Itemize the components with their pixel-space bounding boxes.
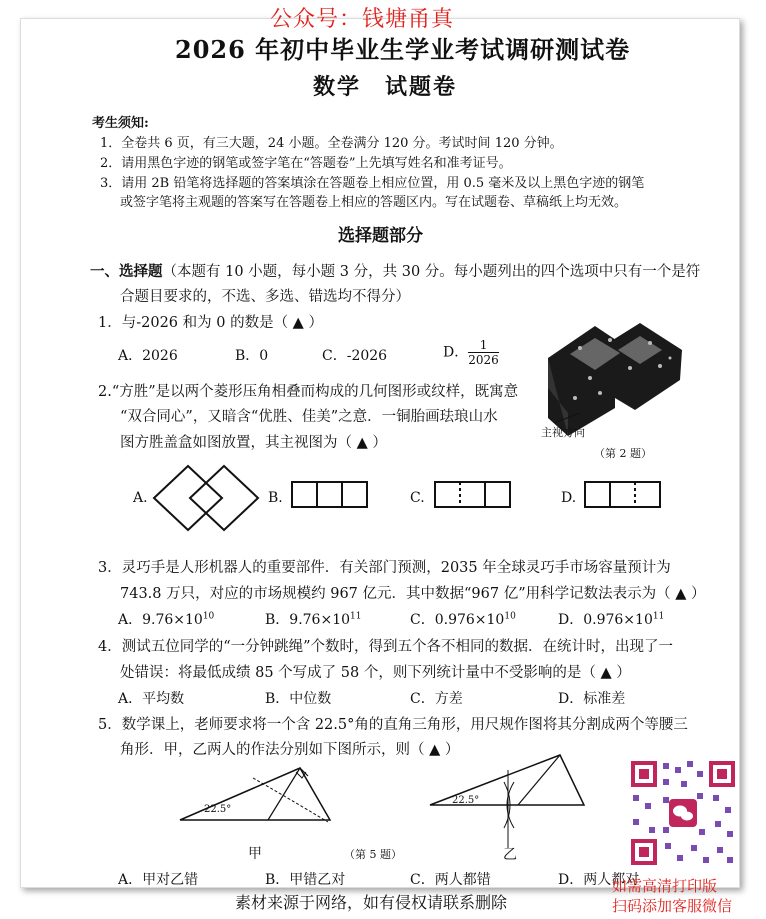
q3-option-b-base: B．9.76×10 <box>265 612 351 628</box>
section-title: 选择题部分 <box>338 226 423 246</box>
exam-title: 2026 年初中毕业生学业考试调研测试卷 <box>175 35 631 64</box>
watermark-print-hint: 如需高清打印版 <box>612 877 718 895</box>
q2-line3: 图方胜盖盒如图放置，其主视图为（ ▲ ） <box>120 435 387 451</box>
q3-line1: 3．灵巧手是人形机器人的重要部件．有关部门预测，2035 年全球灵巧手市场容量预计为 <box>98 560 671 576</box>
part1-line2: 合题目要求的，不选、多选、错选均不得分） <box>120 289 410 305</box>
q1-option-c: C．-2026 <box>322 348 388 364</box>
q2-caption: （第 2 题） <box>594 447 652 460</box>
q3-option-d-base: D．0.976×10 <box>558 612 653 628</box>
q4-line2: 处错误：将最低成绩 85 个写成了 58 个，则下列统计量中不受影响的是（ ▲ ） <box>120 665 631 681</box>
q2-option-a-label: A. <box>133 490 148 506</box>
q5-option-c: C．两人都错 <box>410 872 491 888</box>
q2-option-d-figure <box>584 481 662 509</box>
q5-jia-angle: 22.5° <box>204 804 232 815</box>
q5-caption: （第 5 题） <box>344 848 402 861</box>
q1-option-d <box>443 338 499 367</box>
q2-line1: 2.“方胜”是以两个菱形压角相叠而构成的几何图形或纹样，既寓意 <box>98 384 519 400</box>
q2-option-b-label: B. <box>268 490 283 506</box>
q2-option-b-figure <box>291 481 369 509</box>
q3-option-a <box>118 609 214 629</box>
q5-line1: 5．数学课上，老师要求将一个含 22.5°角的直角三角形，用尺规作图将其分割成两个等腰三 <box>98 717 688 733</box>
q4-option-c: C．方差 <box>410 691 463 707</box>
q1-option-b: B．0 <box>235 348 269 364</box>
q1-fraction-denominator: 2026 <box>468 353 499 367</box>
q3-option-c-base: C．0.976×10 <box>410 612 505 628</box>
watermark-bottom: 素材来源于网络，如有侵权请联系删除 <box>235 893 508 912</box>
q3-option-d-exp: 11 <box>652 611 665 622</box>
wechat-qr-code[interactable] <box>627 757 739 869</box>
part1-heading: 一、选择题 <box>90 263 163 280</box>
q3-option-c <box>410 609 516 629</box>
notice-item-2: 2．请用黑色字迹的钢笔或签字笔在“答题卷”上先填写姓名和准考证号。 <box>100 156 512 171</box>
q1-option-d-label: D． <box>443 344 469 361</box>
notice-item-3b: 或签字笔将主观题的答案写在答题卷上相应的答题区内。写在试题卷、草稿纸上均无效。 <box>120 195 628 210</box>
q1-stem: 1．与-2026 和为 0 的数是（ ▲ ） <box>98 315 323 331</box>
q2-option-a-figure <box>150 462 262 542</box>
exam-subtitle: 数学 试题卷 <box>313 74 458 100</box>
q1-fraction-numerator: 1 <box>468 338 499 353</box>
q2-option-c-label: C. <box>410 490 425 506</box>
q5-line2: 角形．甲，乙两人的作法分别如下图所示，则（ ▲ ） <box>120 742 460 758</box>
notice-heading: 考生须知: <box>92 116 149 131</box>
q5-option-a: A．甲对乙错 <box>118 872 199 888</box>
q1-option-a: A．2026 <box>118 348 178 364</box>
q4-line1: 4．测试五位同学的“一分钟跳绳”个数时，得到五个各不相同的数据．在统计时，出现了一 <box>98 639 674 655</box>
q4-option-a: A．平均数 <box>118 691 185 707</box>
q3-option-c-exp: 10 <box>504 611 516 622</box>
watermark-top: 公众号：钱塘甬真 <box>270 7 455 32</box>
q5-yi-label: 乙 <box>503 847 517 863</box>
q3-option-d <box>558 609 664 629</box>
q4-option-d: D．标准差 <box>558 691 626 707</box>
watermark-wechat-hint: 扫码添加客服微信 <box>612 897 733 915</box>
q5-option-b: B．甲错乙对 <box>265 872 346 888</box>
notice-item-1: 1．全卷共 6 页，有三大题，24 小题。全卷满分 120 分。考试时间 120 分钟。 <box>100 136 563 151</box>
q5-jia-label: 甲 <box>248 846 262 862</box>
q5-option-d: D．两人都对 <box>558 872 640 888</box>
q3-option-a-exp: 10 <box>202 611 215 622</box>
q5-yi-angle: 22.5° <box>452 795 480 806</box>
q3-option-a-base: A．9.76×10 <box>118 612 203 628</box>
part1-instructions <box>90 260 700 281</box>
q2-option-d-label: D. <box>561 490 577 506</box>
q2-view-direction: 主视方向 <box>541 426 585 439</box>
notice-item-3a: 3．请用 2B 铅笔将选择题的答案填涂在答题卷上相应位置，用 0.5 毫米及以上黑色字迹的钢笔 <box>100 176 645 191</box>
q4-option-b: B．中位数 <box>265 691 332 707</box>
q2-option-c-figure <box>434 481 512 509</box>
q1-fraction <box>468 338 499 367</box>
q3-option-b-exp: 11 <box>350 611 362 622</box>
q2-line2: “双合同心”，又暗含“优胜、佳美”之意．一铜胎画珐琅山水 <box>120 409 498 425</box>
q5-figure-jia <box>178 758 338 828</box>
q3-line2: 743.8 万只，对应的市场规模约 967 亿元．其中数据“967 亿”用科学记数法表示为（ ▲ ） <box>120 586 706 602</box>
q3-option-b <box>265 609 361 629</box>
part1-line1: （本题有 10 小题，每小题 3 分，共 30 分。每小题列出的四个选项中只有一个是符 <box>162 264 701 280</box>
